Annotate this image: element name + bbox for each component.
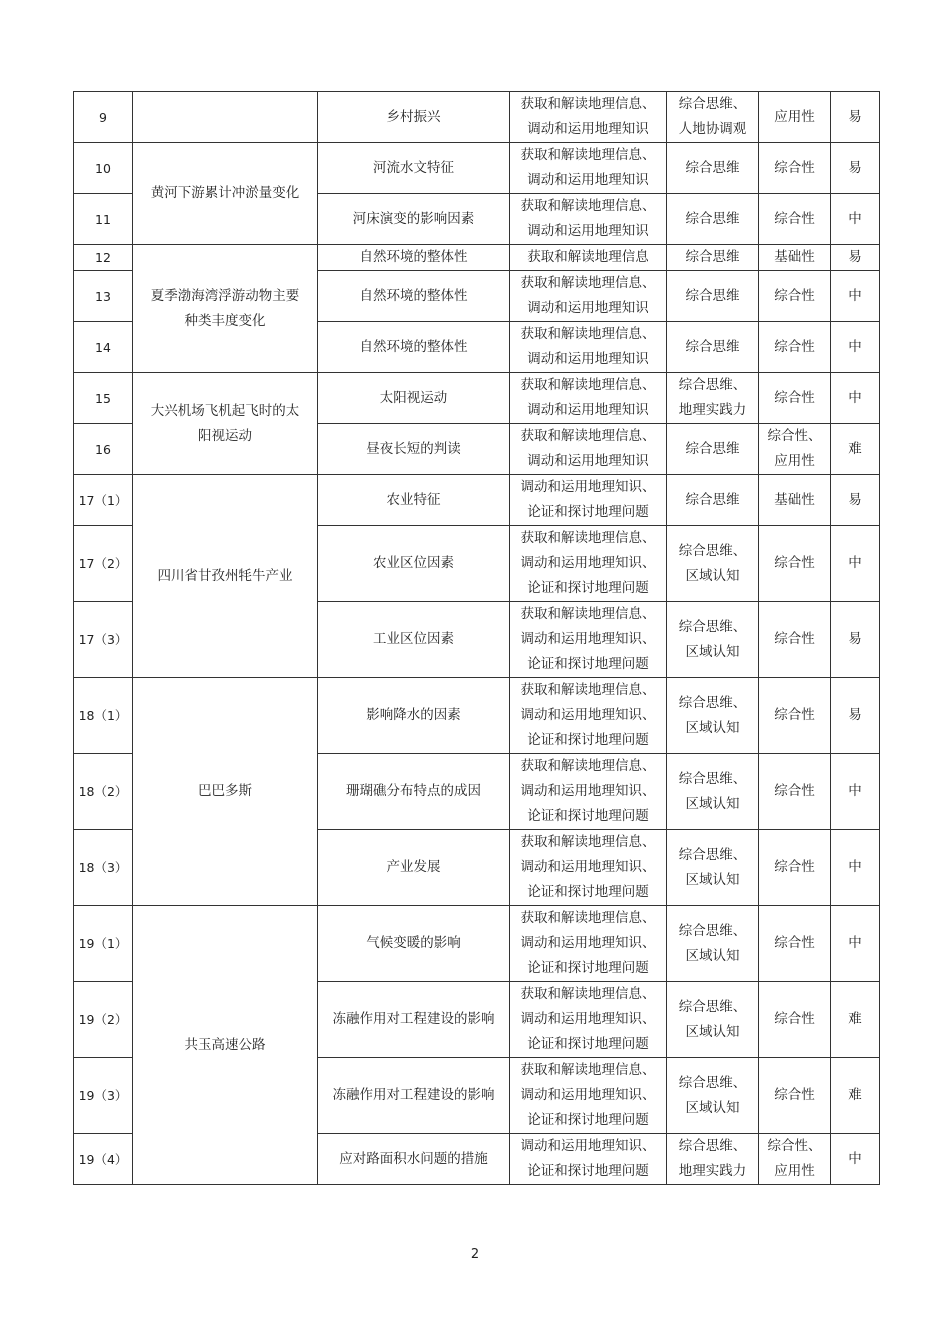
cell-literacy: 综合思维 xyxy=(667,271,759,322)
cell-knowledge: 产业发展 xyxy=(318,830,510,906)
cell-no: 19（1） xyxy=(74,906,133,982)
cell-difficulty: 中 xyxy=(831,906,880,982)
cell-knowledge: 昼夜长短的判读 xyxy=(318,424,510,475)
cell-literacy: 综合思维、 区域认知 xyxy=(667,830,759,906)
cell-literacy: 综合思维、 区域认知 xyxy=(667,678,759,754)
cell-ability: 获取和解读地理信息 xyxy=(510,245,667,271)
cell-literacy: 综合思维 xyxy=(667,475,759,526)
cell-no: 18（1） xyxy=(74,678,133,754)
cell-type: 综合性、 应用性 xyxy=(759,424,831,475)
cell-ability: 获取和解读地理信息、 调动和运用地理知识、 论证和探讨地理问题 xyxy=(510,754,667,830)
cell-literacy: 综合思维、 区域认知 xyxy=(667,982,759,1058)
table-row xyxy=(74,678,880,754)
cell-literacy: 综合思维 xyxy=(667,245,759,271)
cell-type: 综合性 xyxy=(759,373,831,424)
cell-ability: 获取和解读地理信息、 调动和运用地理知识、 论证和探讨地理问题 xyxy=(510,1058,667,1134)
cell-literacy: 综合思维、 区域认知 xyxy=(667,526,759,602)
cell-no: 17（2） xyxy=(74,526,133,602)
cell-no: 18（3） xyxy=(74,830,133,906)
cell-difficulty: 中 xyxy=(831,271,880,322)
cell-ability: 获取和解读地理信息、 调动和运用地理知识 xyxy=(510,143,667,194)
material-topic-cell: 大兴机场飞机起飞时的太阳视运动 xyxy=(133,373,318,475)
cell-literacy: 综合思维、 区域认知 xyxy=(667,906,759,982)
cell-no: 14 xyxy=(74,322,133,373)
cell-knowledge: 河流水文特征 xyxy=(318,143,510,194)
cell-ability: 获取和解读地理信息、 调动和运用地理知识 xyxy=(510,322,667,373)
cell-literacy: 综合思维 xyxy=(667,322,759,373)
cell-no: 9 xyxy=(74,92,133,143)
cell-difficulty: 中 xyxy=(831,1134,880,1185)
cell-type: 基础性 xyxy=(759,245,831,271)
cell-ability: 获取和解读地理信息、 调动和运用地理知识 xyxy=(510,424,667,475)
cell-no: 15 xyxy=(74,373,133,424)
cell-no: 19（3） xyxy=(74,1058,133,1134)
cell-type: 综合性 xyxy=(759,322,831,373)
cell-ability: 获取和解读地理信息、 调动和运用地理知识 xyxy=(510,271,667,322)
cell-ability: 调动和运用地理知识、 论证和探讨地理问题 xyxy=(510,1134,667,1185)
cell-type: 综合性 xyxy=(759,982,831,1058)
table-row xyxy=(74,475,880,526)
cell-literacy: 综合思维、 区域认知 xyxy=(667,754,759,830)
material-topic-cell: 黄河下游累计冲淤量变化 xyxy=(133,143,318,245)
cell-no: 12 xyxy=(74,245,133,271)
cell-difficulty: 中 xyxy=(831,322,880,373)
cell-ability: 获取和解读地理信息、 调动和运用地理知识、 论证和探讨地理问题 xyxy=(510,678,667,754)
cell-knowledge: 河床演变的影响因素 xyxy=(318,194,510,245)
cell-type: 综合性 xyxy=(759,754,831,830)
cell-ability: 获取和解读地理信息、 调动和运用地理知识、 论证和探讨地理问题 xyxy=(510,602,667,678)
cell-no: 10 xyxy=(74,143,133,194)
cell-ability: 获取和解读地理信息、 调动和运用地理知识、 论证和探讨地理问题 xyxy=(510,830,667,906)
cell-knowledge: 自然环境的整体性 xyxy=(318,322,510,373)
cell-type: 综合性 xyxy=(759,678,831,754)
cell-literacy: 综合思维 xyxy=(667,143,759,194)
cell-knowledge: 太阳视运动 xyxy=(318,373,510,424)
cell-difficulty: 易 xyxy=(831,678,880,754)
material-topic-cell: 共玉高速公路 xyxy=(133,906,318,1185)
cell-type: 综合性 xyxy=(759,602,831,678)
cell-difficulty: 易 xyxy=(831,92,880,143)
cell-knowledge: 气候变暖的影响 xyxy=(318,906,510,982)
cell-no: 17（3） xyxy=(74,602,133,678)
cell-ability: 获取和解读地理信息、 调动和运用地理知识 xyxy=(510,373,667,424)
page-number: 2 xyxy=(470,1247,480,1262)
cell-no: 17（1） xyxy=(74,475,133,526)
cell-knowledge: 农业特征 xyxy=(318,475,510,526)
cell-difficulty: 易 xyxy=(831,245,880,271)
cell-ability: 调动和运用地理知识、 论证和探讨地理问题 xyxy=(510,475,667,526)
cell-knowledge: 农业区位因素 xyxy=(318,526,510,602)
cell-literacy: 综合思维、 区域认知 xyxy=(667,602,759,678)
cell-knowledge: 乡村振兴 xyxy=(318,92,510,143)
cell-type: 综合性 xyxy=(759,143,831,194)
cell-type: 综合性 xyxy=(759,526,831,602)
cell-difficulty: 中 xyxy=(831,526,880,602)
cell-ability: 获取和解读地理信息、 调动和运用地理知识、 论证和探讨地理问题 xyxy=(510,526,667,602)
cell-type: 综合性 xyxy=(759,1058,831,1134)
cell-ability: 获取和解读地理信息、 调动和运用地理知识 xyxy=(510,92,667,143)
cell-no: 16 xyxy=(74,424,133,475)
cell-literacy: 综合思维、 人地协调观 xyxy=(667,92,759,143)
cell-difficulty: 难 xyxy=(831,1058,880,1134)
cell-type: 综合性 xyxy=(759,271,831,322)
cell-knowledge: 自然环境的整体性 xyxy=(318,271,510,322)
cell-knowledge: 珊瑚礁分布特点的成因 xyxy=(318,754,510,830)
cell-difficulty: 易 xyxy=(831,602,880,678)
cell-difficulty: 中 xyxy=(831,194,880,245)
cell-knowledge: 应对路面积水问题的措施 xyxy=(318,1134,510,1185)
table-row xyxy=(74,373,880,424)
cell-ability: 获取和解读地理信息、 调动和运用地理知识、 论证和探讨地理问题 xyxy=(510,982,667,1058)
cell-type: 综合性 xyxy=(759,830,831,906)
cell-difficulty: 中 xyxy=(831,373,880,424)
exam-analysis-table xyxy=(73,91,880,1185)
material-topic-cell xyxy=(133,92,318,143)
cell-difficulty: 中 xyxy=(831,830,880,906)
cell-type: 基础性 xyxy=(759,475,831,526)
material-topic-cell: 巴巴多斯 xyxy=(133,678,318,906)
cell-knowledge: 影响降水的因素 xyxy=(318,678,510,754)
cell-literacy: 综合思维 xyxy=(667,194,759,245)
cell-type: 综合性、 应用性 xyxy=(759,1134,831,1185)
cell-ability: 获取和解读地理信息、 调动和运用地理知识、 论证和探讨地理问题 xyxy=(510,906,667,982)
cell-no: 19（4） xyxy=(74,1134,133,1185)
material-topic-cell: 四川省甘孜州牦牛产业 xyxy=(133,475,318,678)
cell-no: 11 xyxy=(74,194,133,245)
cell-literacy: 综合思维、 地理实践力 xyxy=(667,1134,759,1185)
material-topic-cell: 夏季渤海湾浮游动物主要种类丰度变化 xyxy=(133,245,318,373)
cell-knowledge: 工业区位因素 xyxy=(318,602,510,678)
cell-knowledge: 自然环境的整体性 xyxy=(318,245,510,271)
cell-ability: 获取和解读地理信息、 调动和运用地理知识 xyxy=(510,194,667,245)
cell-literacy: 综合思维、 区域认知 xyxy=(667,1058,759,1134)
cell-type: 综合性 xyxy=(759,906,831,982)
cell-no: 19（2） xyxy=(74,982,133,1058)
cell-type: 综合性 xyxy=(759,194,831,245)
cell-difficulty: 中 xyxy=(831,754,880,830)
cell-difficulty: 难 xyxy=(831,424,880,475)
cell-difficulty: 易 xyxy=(831,475,880,526)
cell-knowledge: 冻融作用对工程建设的影响 xyxy=(318,1058,510,1134)
cell-difficulty: 易 xyxy=(831,143,880,194)
table-row xyxy=(74,906,880,982)
cell-literacy: 综合思维、 地理实践力 xyxy=(667,373,759,424)
cell-no: 13 xyxy=(74,271,133,322)
cell-literacy: 综合思维 xyxy=(667,424,759,475)
cell-difficulty: 难 xyxy=(831,982,880,1058)
cell-no: 18（2） xyxy=(74,754,133,830)
cell-knowledge: 冻融作用对工程建设的影响 xyxy=(318,982,510,1058)
table-row xyxy=(74,245,880,271)
table-row xyxy=(74,92,880,143)
table-row xyxy=(74,143,880,194)
cell-type: 应用性 xyxy=(759,92,831,143)
